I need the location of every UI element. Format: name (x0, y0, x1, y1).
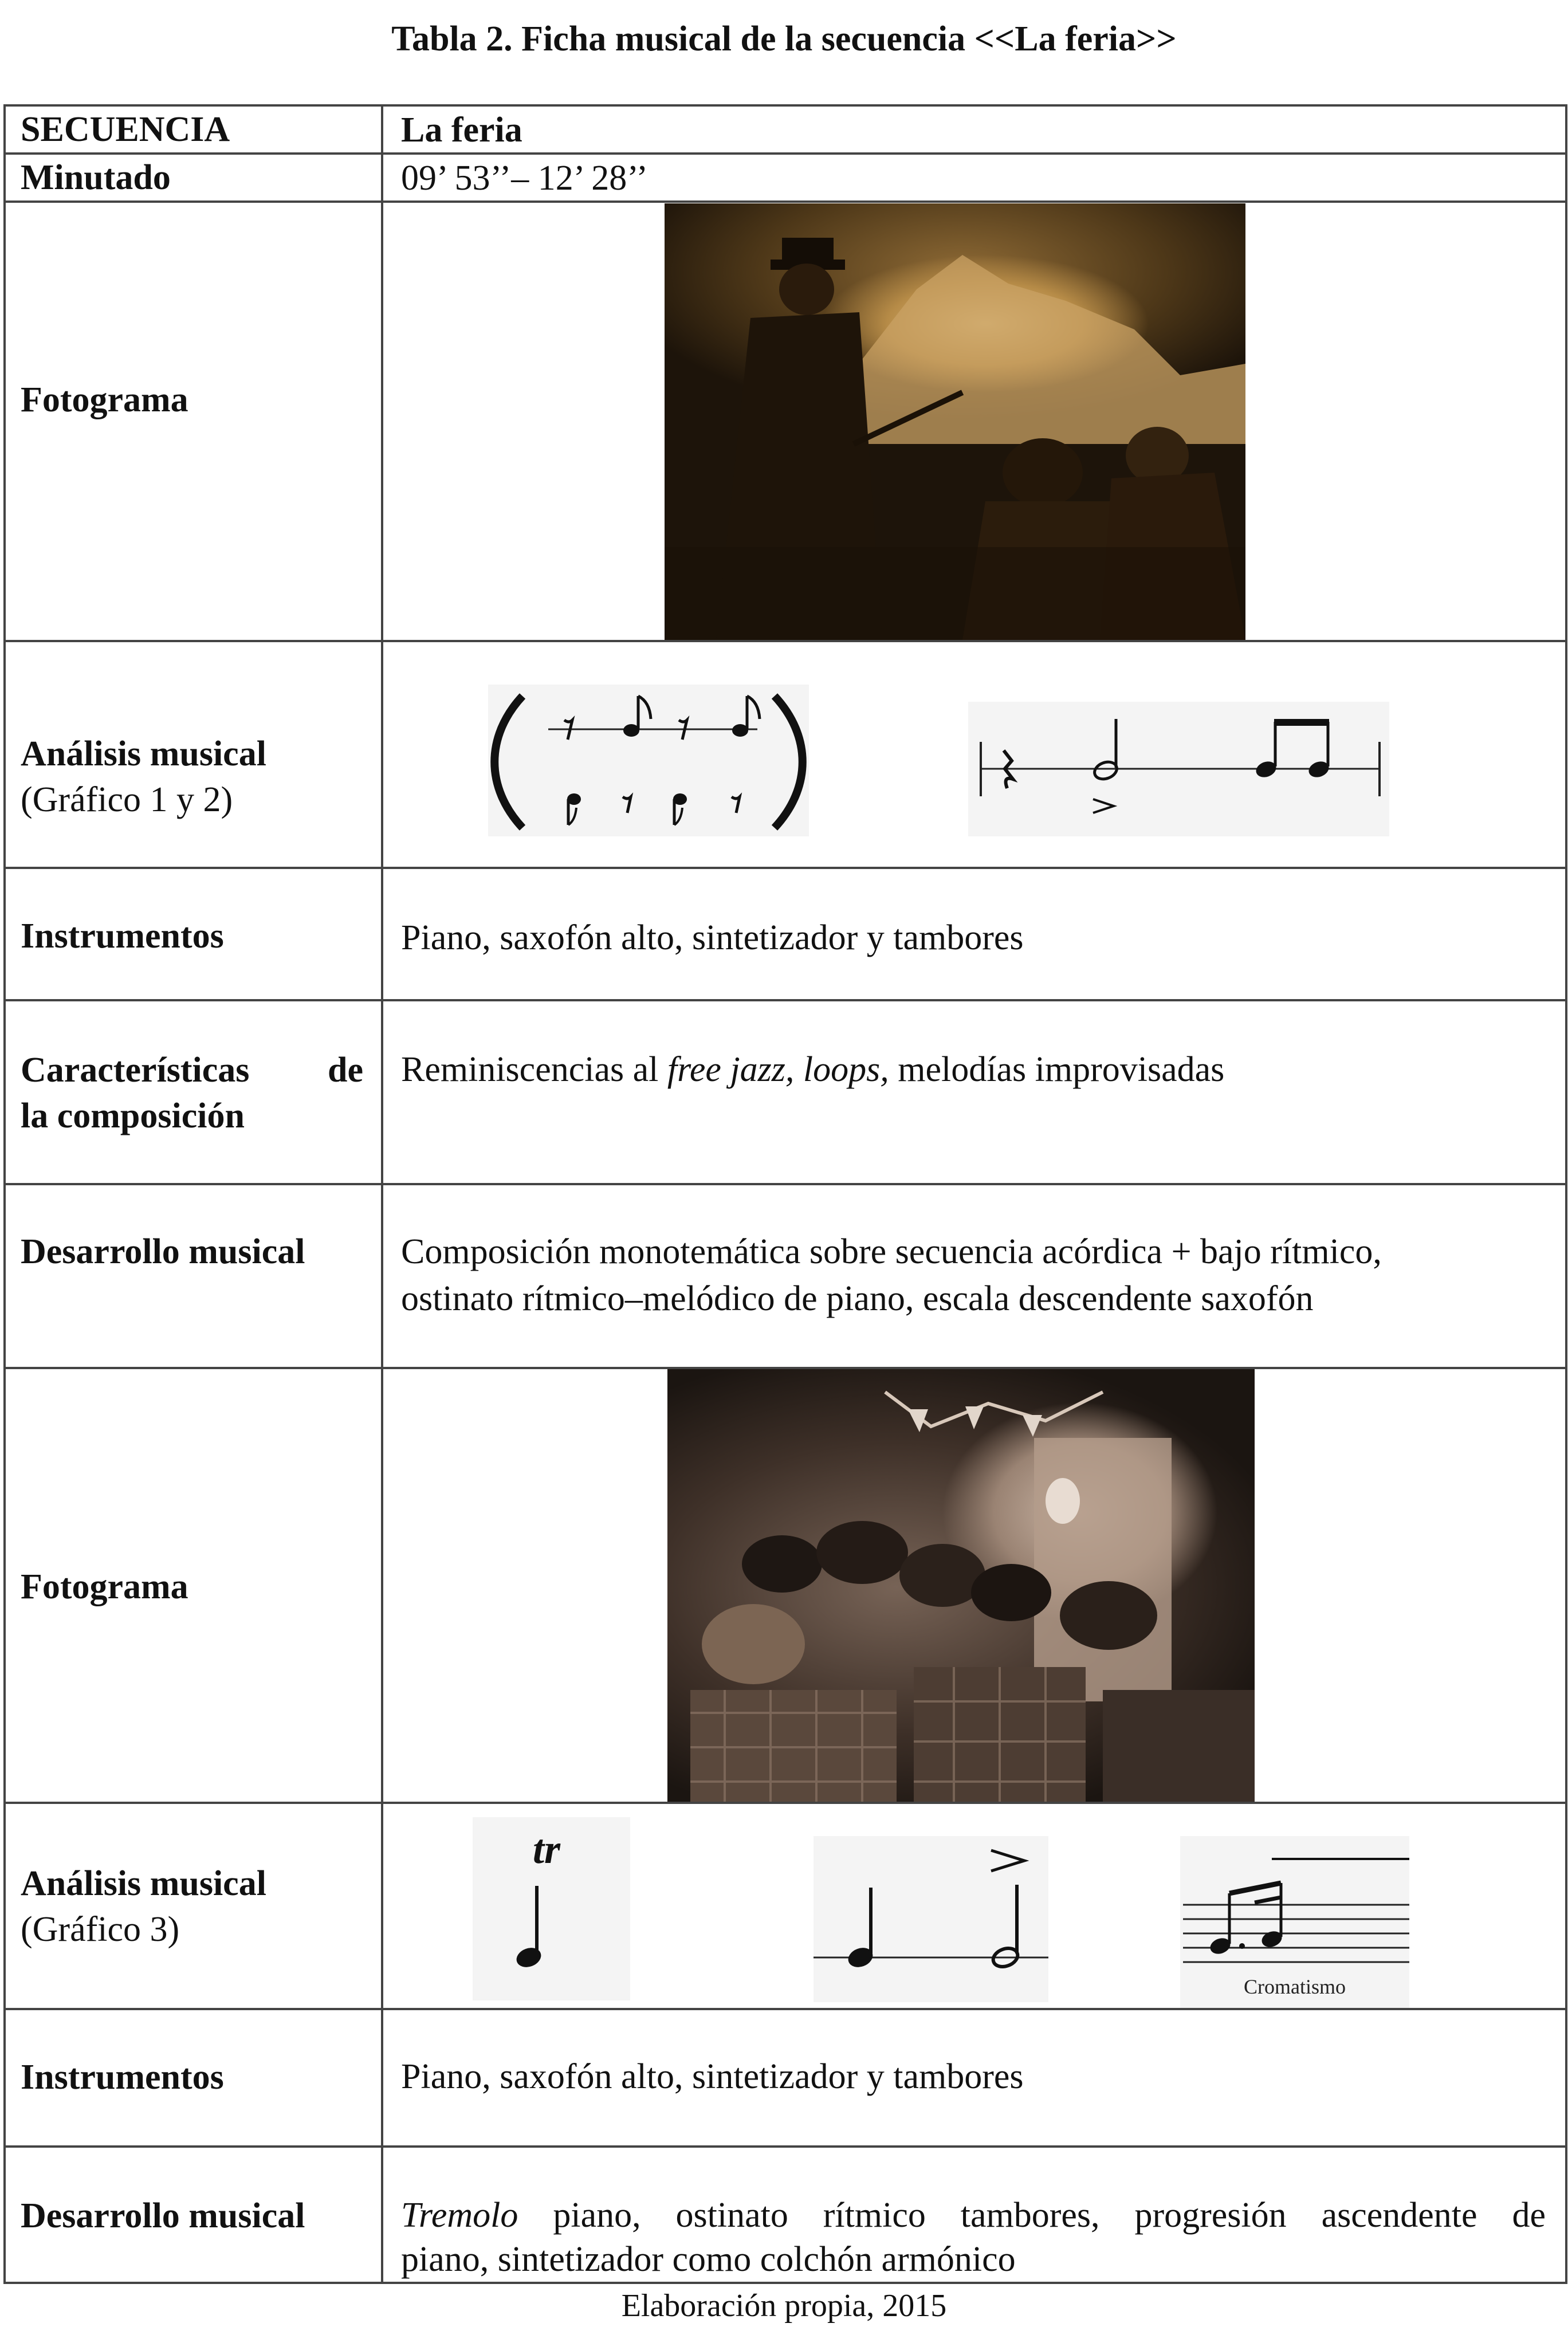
cromatismo-graphic (1180, 1836, 1409, 2008)
desarrollo-2-italic: Tremolo (401, 2196, 518, 2235)
film-still-fair-2 (667, 1369, 1255, 1802)
analisis-1-sublabel: (Gráfico 1 y 2) (21, 780, 233, 819)
analisis-1-label: Análisis musical (21, 734, 266, 773)
fotograma-1-label: Fotograma (21, 380, 188, 419)
caracteristicas-label-word: Características (21, 1051, 250, 1090)
caracteristicas-label-line2: la composición (21, 1096, 245, 1135)
rhythm-graphic-2 (968, 702, 1389, 836)
instrumentos-2-label: Instrumentos (21, 2058, 224, 2097)
desarrollo-2-label: Desarrollo musical (21, 2196, 305, 2235)
row-divider (3, 640, 1567, 642)
caracteristicas-label-line1 (21, 1047, 363, 1093)
caracteristicas-value-italic: free jazz, loops, (667, 1050, 889, 1089)
caracteristicas-label-de: de (328, 1051, 363, 1090)
column-divider-middle (381, 104, 383, 2284)
rhythm-graphic-1-svg (488, 685, 809, 836)
column-divider-left (3, 104, 6, 2284)
minutado-label: Minutado (21, 158, 171, 197)
desarrollo-1-label: Desarrollo musical (21, 1232, 305, 1271)
trill-mark: tr (533, 1826, 561, 1872)
caracteristicas-value (401, 1046, 1547, 1093)
minutado-value: 09’ 53’’– 12’ 28’’ (401, 159, 648, 198)
analisis-2-sublabel: (Gráfico 3) (21, 1910, 180, 1949)
desarrollo-1-value-line2: ostinato rítmico–melódico de piano, escala descendente saxofón (401, 1279, 1314, 1318)
rhythm-graphic-1 (488, 685, 809, 836)
rhythm-graphic-2-svg (968, 702, 1389, 836)
instrumentos-1-label: Instrumentos (21, 917, 224, 956)
table-footer: Elaboración propia, 2015 (621, 2288, 947, 2324)
column-divider-right (1565, 104, 1567, 2284)
fotograma-2-label: Fotograma (21, 1567, 188, 1606)
desarrollo-1-value-line1: Composición monotemática sobre secuencia acórdica + bajo rítmico, (401, 1232, 1382, 1271)
instrumentos-2-value: Piano, saxofón alto, sintetizador y tambores (401, 2057, 1024, 2096)
row-divider (3, 2008, 1567, 2010)
trill-note-graphic (473, 1817, 630, 2000)
analisis-2-label: Análisis musical (21, 1864, 266, 1903)
secuencia-value: La feria (401, 111, 522, 150)
row-divider (3, 1183, 1567, 1185)
row-divider (3, 867, 1567, 869)
desarrollo-2-rest: piano, ostinato rítmico tambores, progresión ascendente de (518, 2196, 1546, 2235)
accent-notes-graphic (814, 1836, 1048, 2002)
cromatismo-svg (1180, 1836, 1409, 2008)
film-still-fair-1 (665, 203, 1245, 640)
secuencia-label: SECUENCIA (21, 110, 230, 149)
row-divider (3, 1802, 1567, 1804)
desarrollo-2-value-line1 (401, 2192, 1546, 2239)
row-divider (3, 999, 1567, 1001)
caracteristicas-value-post: melodías improvisadas (889, 1050, 1225, 1089)
instrumentos-1-value: Piano, saxofón alto, sintetizador y tambores (401, 918, 1024, 957)
accent-notes-svg (814, 1836, 1048, 2002)
row-divider (3, 2145, 1567, 2148)
caracteristicas-value-pre: Reminiscencias al (401, 1050, 667, 1089)
table-title: Tabla 2. Ficha musical de la secuencia <<La feria>> (391, 19, 1177, 58)
cromatismo-caption: Cromatismo (1244, 1975, 1346, 1998)
trill-note-svg (473, 1817, 630, 2000)
desarrollo-2-value-line2: piano, sintetizador como colchón armónico (401, 2240, 1016, 2279)
